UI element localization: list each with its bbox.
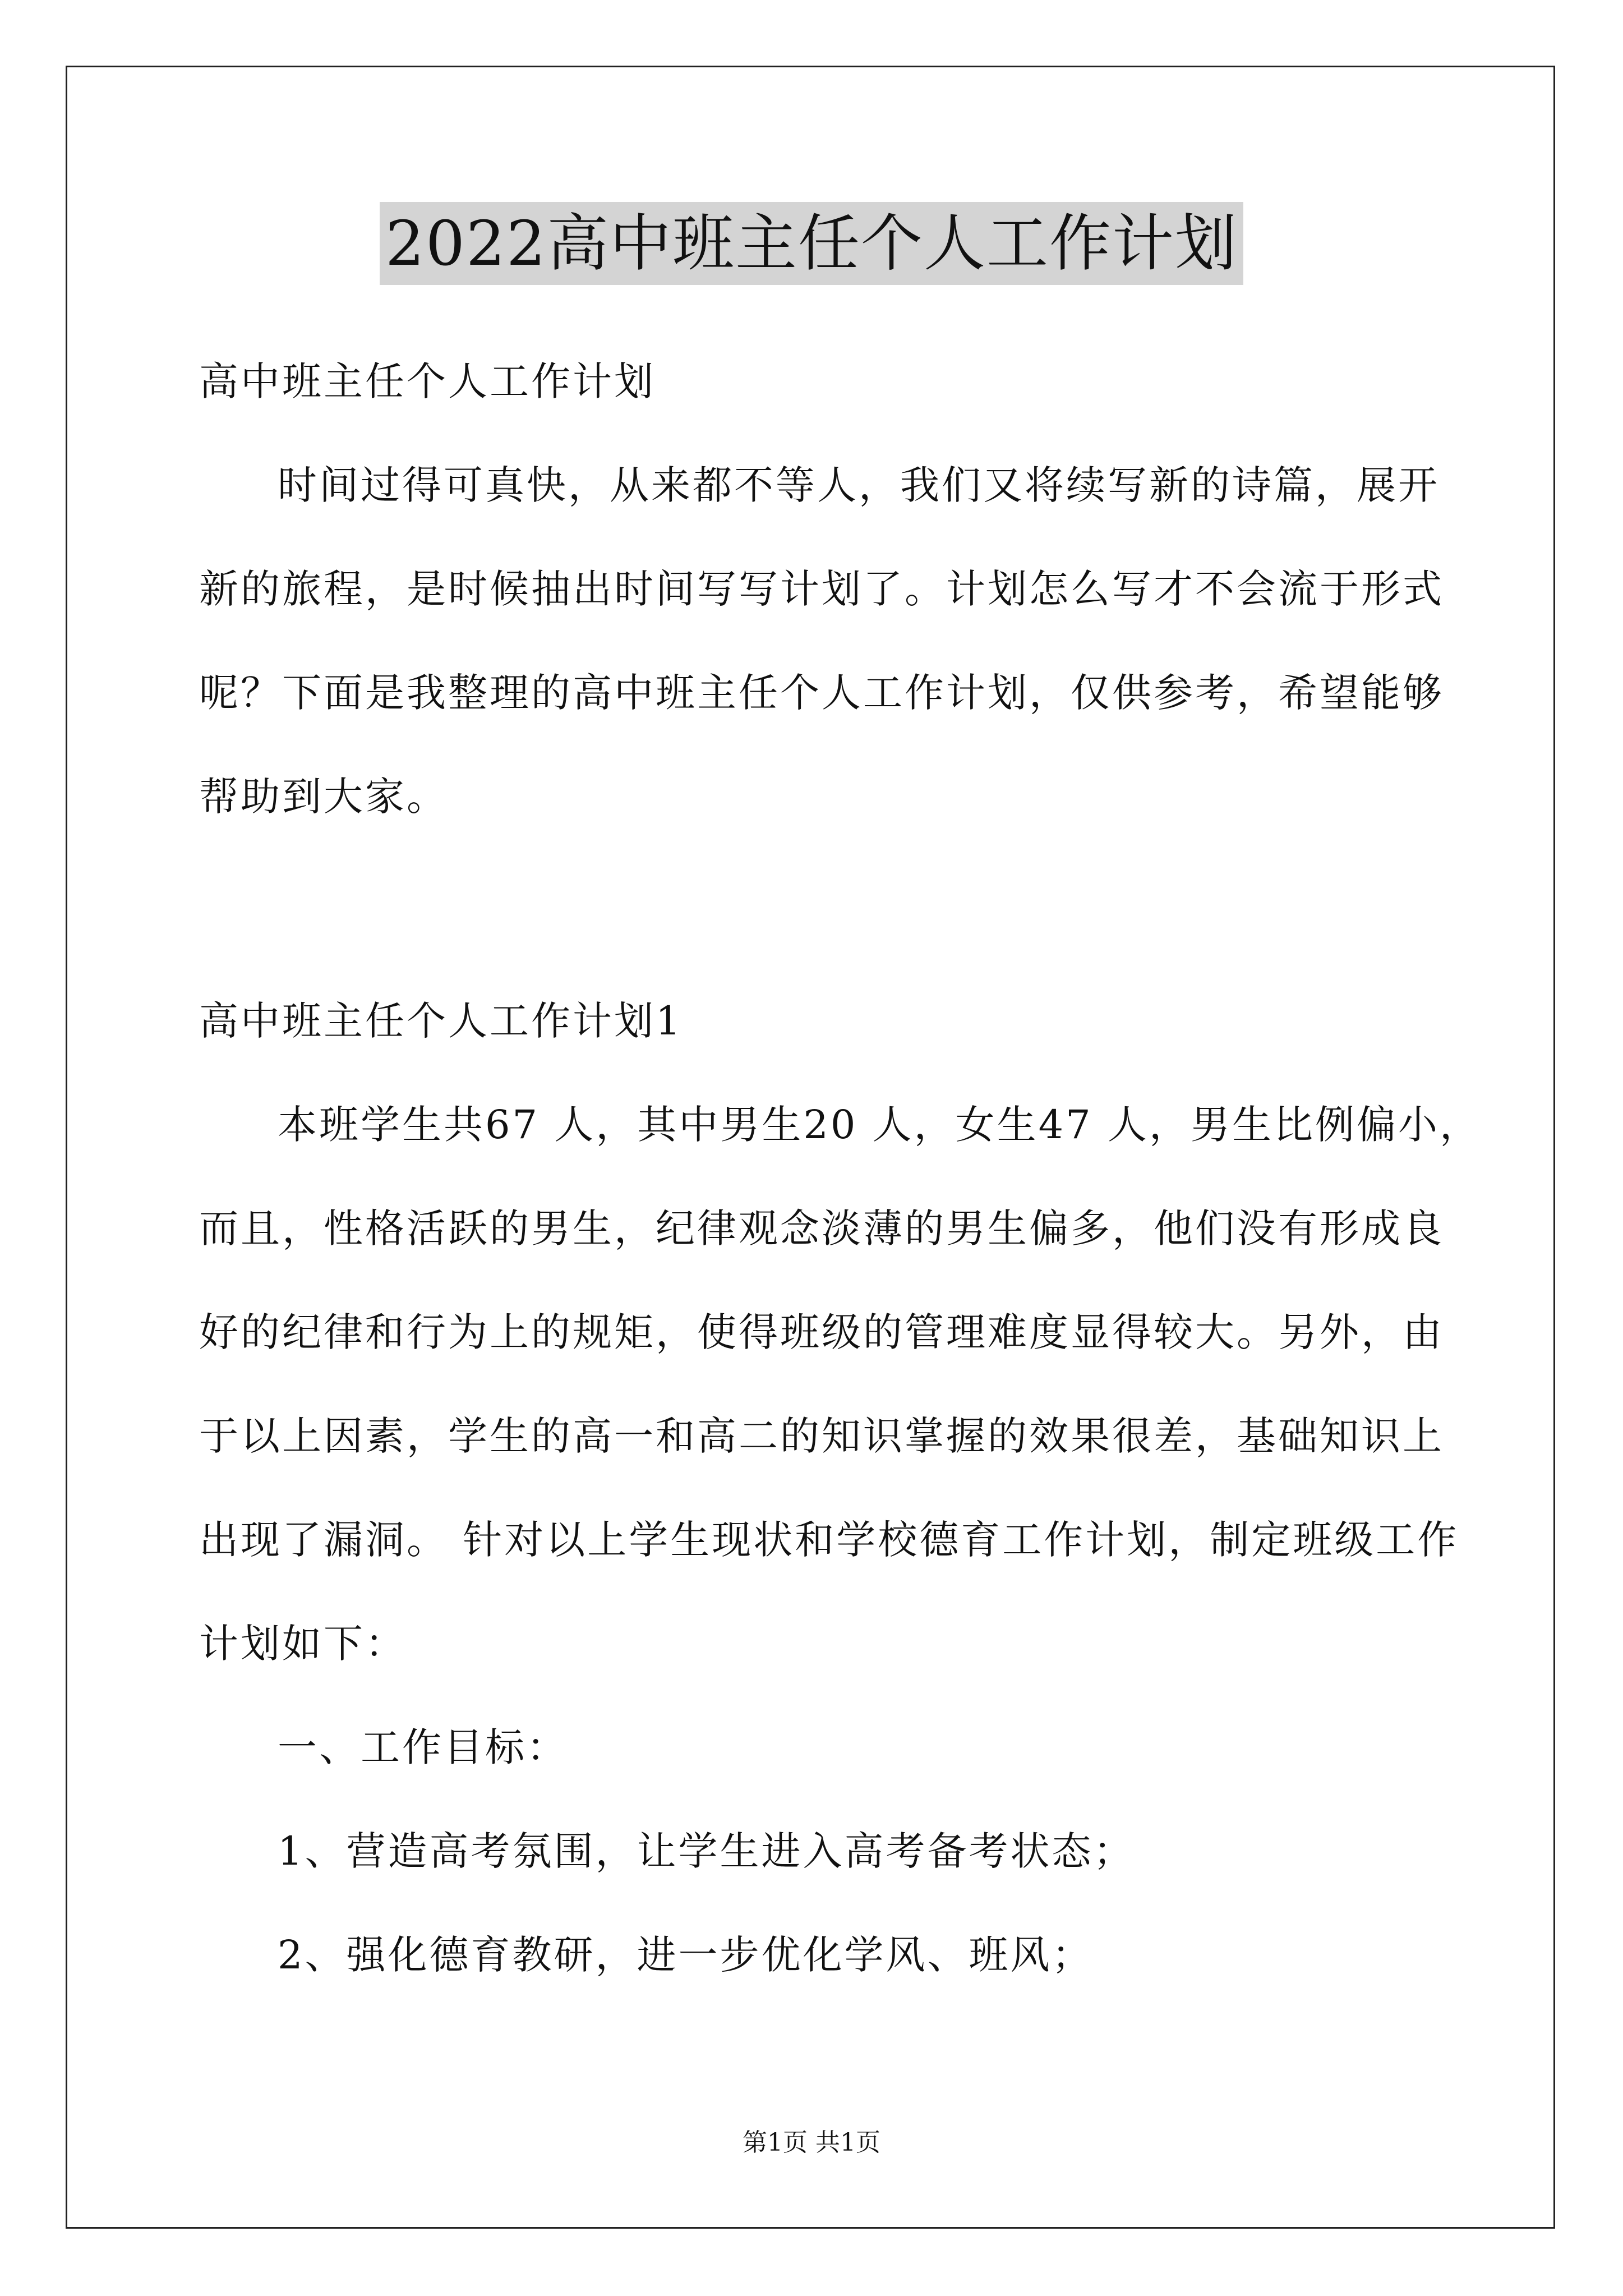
goal-item: 1、营造高考氛围，让学生进入高考备考状态； (278, 1828, 1135, 1874)
body-line: 而且，性格活跃的男生，纪律观念淡薄的男生偏多，他们没有形成良 (199, 1205, 1444, 1251)
goals-heading: 一、工作目标： (278, 1724, 568, 1770)
intro-line: 时间过得可真快，从来都不等人，我们又将续写新的诗篇，展开 (278, 462, 1440, 508)
page-footer: 第1页 共1页 (743, 2128, 880, 2157)
body-line: 好的纪律和行为上的规矩，使得班级的管理难度显得较大。另外，由 (199, 1309, 1444, 1355)
document-title: 2022高中班主任个人工作计划 (380, 202, 1243, 285)
document-subtitle: 高中班主任个人工作计划 (199, 358, 656, 404)
body-line: 本班学生共67 人，其中男生20 人，女生47 人，男生比例偏小， (278, 1102, 1481, 1148)
intro-line: 帮助到大家。 (199, 774, 448, 820)
section-heading: 高中班主任个人工作计划1 (199, 998, 683, 1044)
body-line: 于以上因素，学生的高一和高二的知识掌握的效果很差，基础知识上 (199, 1413, 1444, 1459)
body-line: 计划如下： (199, 1621, 407, 1667)
body-line: 出现了漏洞。 针对以上学生现状和学校德育工作计划，制定班级工作 (199, 1517, 1459, 1563)
title-container (0, 202, 1623, 285)
intro-line: 呢？下面是我整理的高中班主任个人工作计划，仅供参考，希望能够 (199, 670, 1444, 716)
intro-line: 新的旅程，是时候抽出时间写写计划了。计划怎么写才不会流于形式 (199, 566, 1444, 612)
goal-item: 2、强化德育教研，进一步优化学风、班风； (278, 1932, 1094, 1978)
